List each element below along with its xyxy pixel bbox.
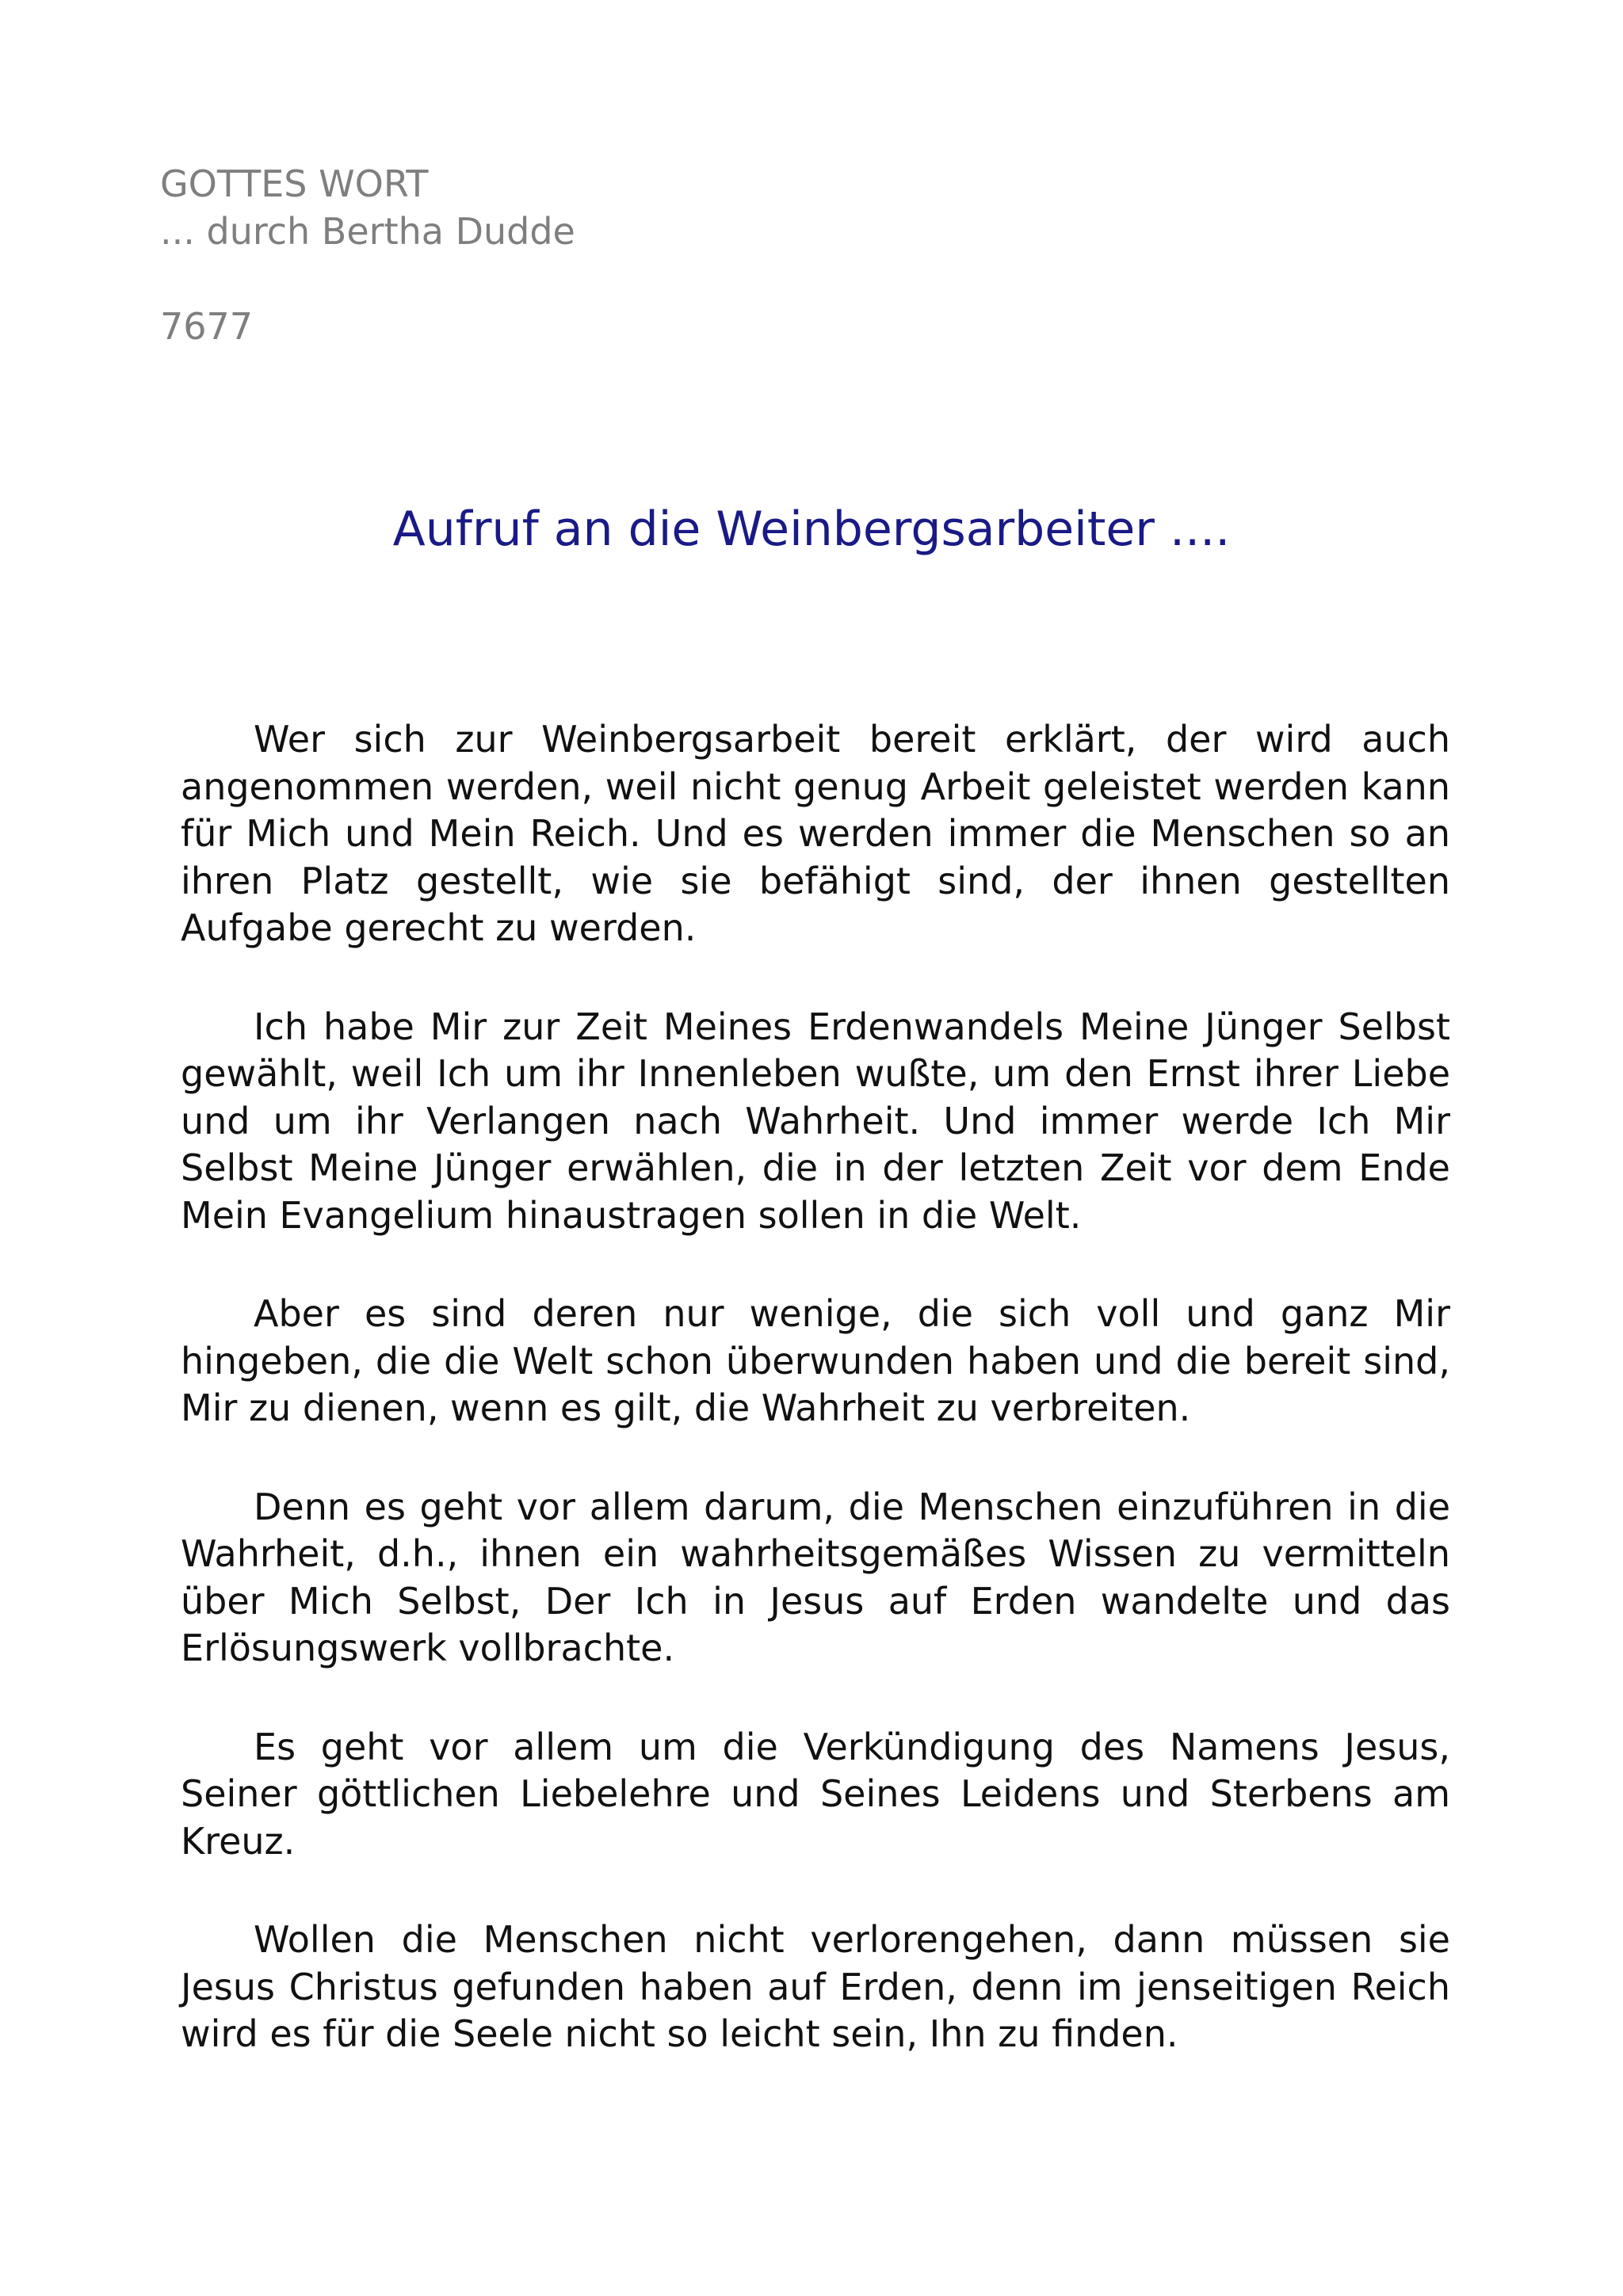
paragraph: Wollen die Menschen nicht verlorengehen, dann müssen sie Jesus Christus gefunden haben auf Erden, denn im jenseitigen Reich wird es für die Seele nicht so leicht sein, Ihn zu finden. [181,1918,1450,2055]
paragraph: Ich habe Mir zur Zeit Meines Erdenwandels Meine Jünger Selbst gewählt, weil Ich um ihr Innenleben wußte, um den Ernst ihrer Liebe und um ihr Verlangen nach Wahrheit. Und immer werde Ich Mir Selbst Meine Jünger erwählen, die in der letzten Zeit vor dem Ende Mein Evangelium hinaustragen sollen in die Welt. [181,1005,1450,1237]
document-body [181,716,1450,2110]
document-header [160,160,575,350]
document-number: 7677 [160,305,254,348]
paragraph: Wer sich zur Weinbergsarbeit bereit erklärt, der wird auch angenommen werden, weil nicht genug Arbeit geleistet werden kann für Mich und Mein Reich. Und es werden immer die Menschen so an ihren Platz gestellt, wie sie befähigt sind, der ihnen gestellten Aufgabe gerecht zu werden. [181,718,1450,949]
page-title: Aufruf an die Weinbergsarbeiter .... [392,502,1231,557]
paragraph: Aber es sind deren nur wenige, die sich voll und ganz Mir hingeben, die die Welt schon überwunden haben und die bereit sind, Mir zu dienen, wenn es gilt, die Wahrheit zu verbreiten. [181,1292,1450,1429]
header-title: GOTTES WORT [160,162,429,205]
paragraph: Es geht vor allem um die Verkündigung des Namens Jesus, Seiner göttlichen Liebelehre und Seines Leidens und Sterbens am Kreuz. [181,1725,1450,1863]
paragraph: Denn es geht vor allem darum, die Menschen einzuführen in die Wahrheit, d.h., ihnen ein wahrheitsgemäßes Wissen zu vermitteln über Mich Selbst, Der Ich in Jesus auf Erden wandelte und das Erlösungswerk vollbrachte. [181,1485,1450,1669]
header-author: ... durch Bertha Dudde [160,210,575,253]
